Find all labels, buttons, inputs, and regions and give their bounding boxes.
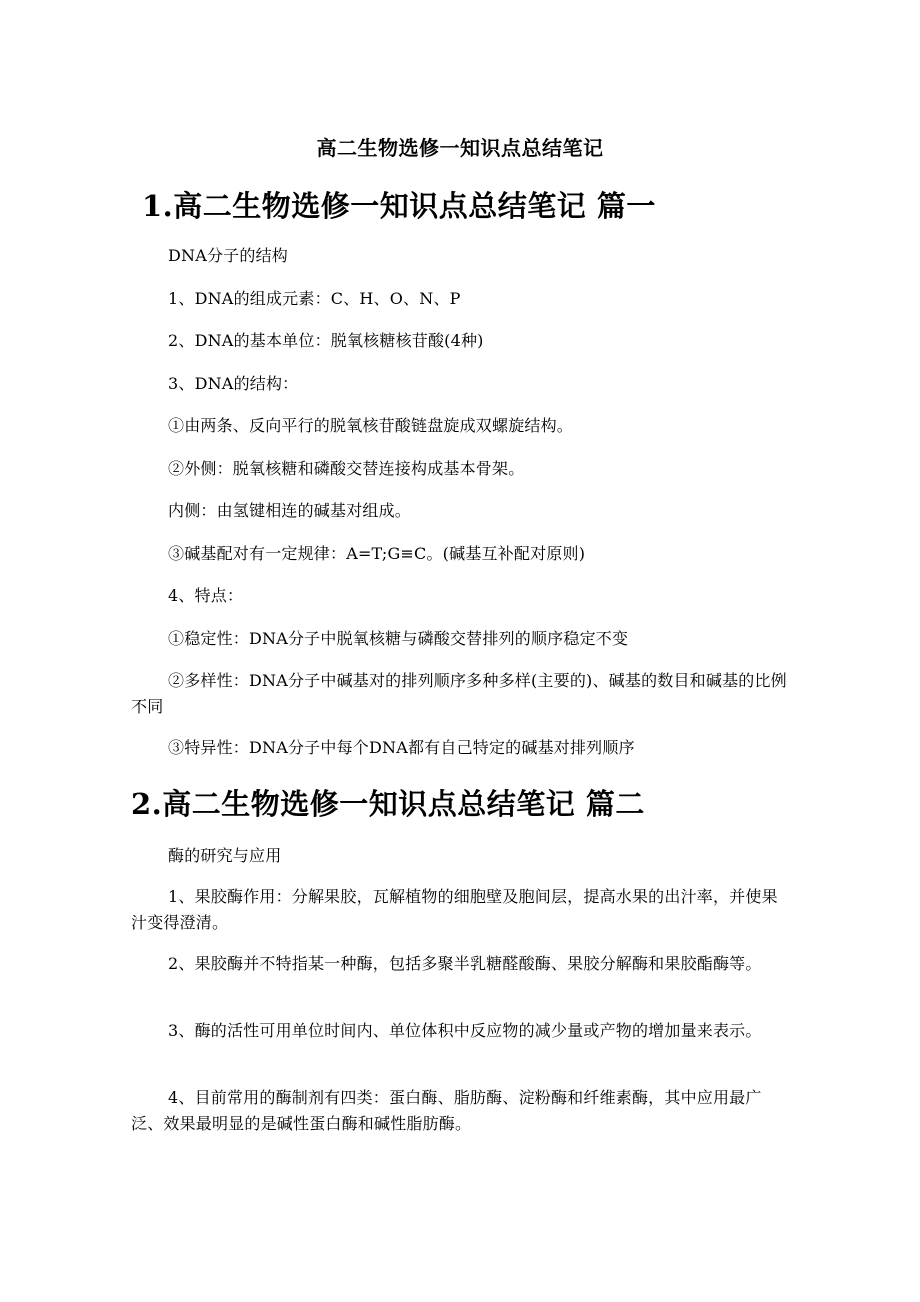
paragraph: ①由两条、反向平行的脱氧核苷酸链盘旋成双螺旋结构。 [168,416,574,435]
paragraph: 3、酶的活性可用单位时间内、单位体积中反应物的减少量或产物的增加量来表示。 [168,1021,762,1040]
paragraph: 4、特点： [168,586,244,605]
paragraph: DNA分子的结构 [168,246,288,265]
paragraph: 2、果胶酶并不特指某一种酶，包括多聚半乳糖醛酸酶、果胶分解酶和果胶酯酶等。 [168,954,762,973]
paragraph: ①稳定性：DNA分子中脱氧核糖与磷酸交替排列的顺序稳定不变 [168,629,629,648]
paragraph: 酶的研究与应用 [168,846,282,865]
paragraph: ③特异性：DNA分子中每个DNA都有自己特定的碱基对排列顺序 [168,738,635,757]
paragraph: ②外侧：脱氧核糖和磷酸交替连接构成基本骨架。 [168,459,525,478]
paragraph: ②多样性：DNA分子中碱基对的排列顺序多种多样(主要的)、碱基的数目和碱基的比例不同 [131,671,787,716]
paragraph: ③碱基配对有一定规律：A=T;G≡C。(碱基互补配对原则) [168,544,586,563]
document-title: 高二生物选修一知识点总结笔记 [316,136,604,160]
paragraph: 1、果胶酶作用：分解果胶，瓦解植物的细胞壁及胞间层，提高水果的出汁率，并使果汁变得澄清。 [131,887,778,932]
paragraph: 1、DNA的组成元素：C、H、O、N、P [168,289,461,308]
section-2-heading: 2.高二生物选修一知识点总结笔记 篇二 [131,787,645,821]
paragraph: 3、DNA的结构： [168,374,299,393]
paragraph: 2、DNA的基本单位：脱氧核糖核苷酸(4种) [168,331,484,350]
paragraph: 4、目前常用的酶制剂有四类：蛋白酶、脂肪酶、淀粉酶和纤维素酶，其中应用最广泛、效果最明显的是碱性蛋白酶和碱性脂肪酶。 [131,1088,762,1133]
paragraph: 内侧：由氢键相连的碱基对组成。 [168,501,412,520]
section-1-heading: 1.高二生物选修一知识点总结笔记 篇一 [142,189,656,223]
